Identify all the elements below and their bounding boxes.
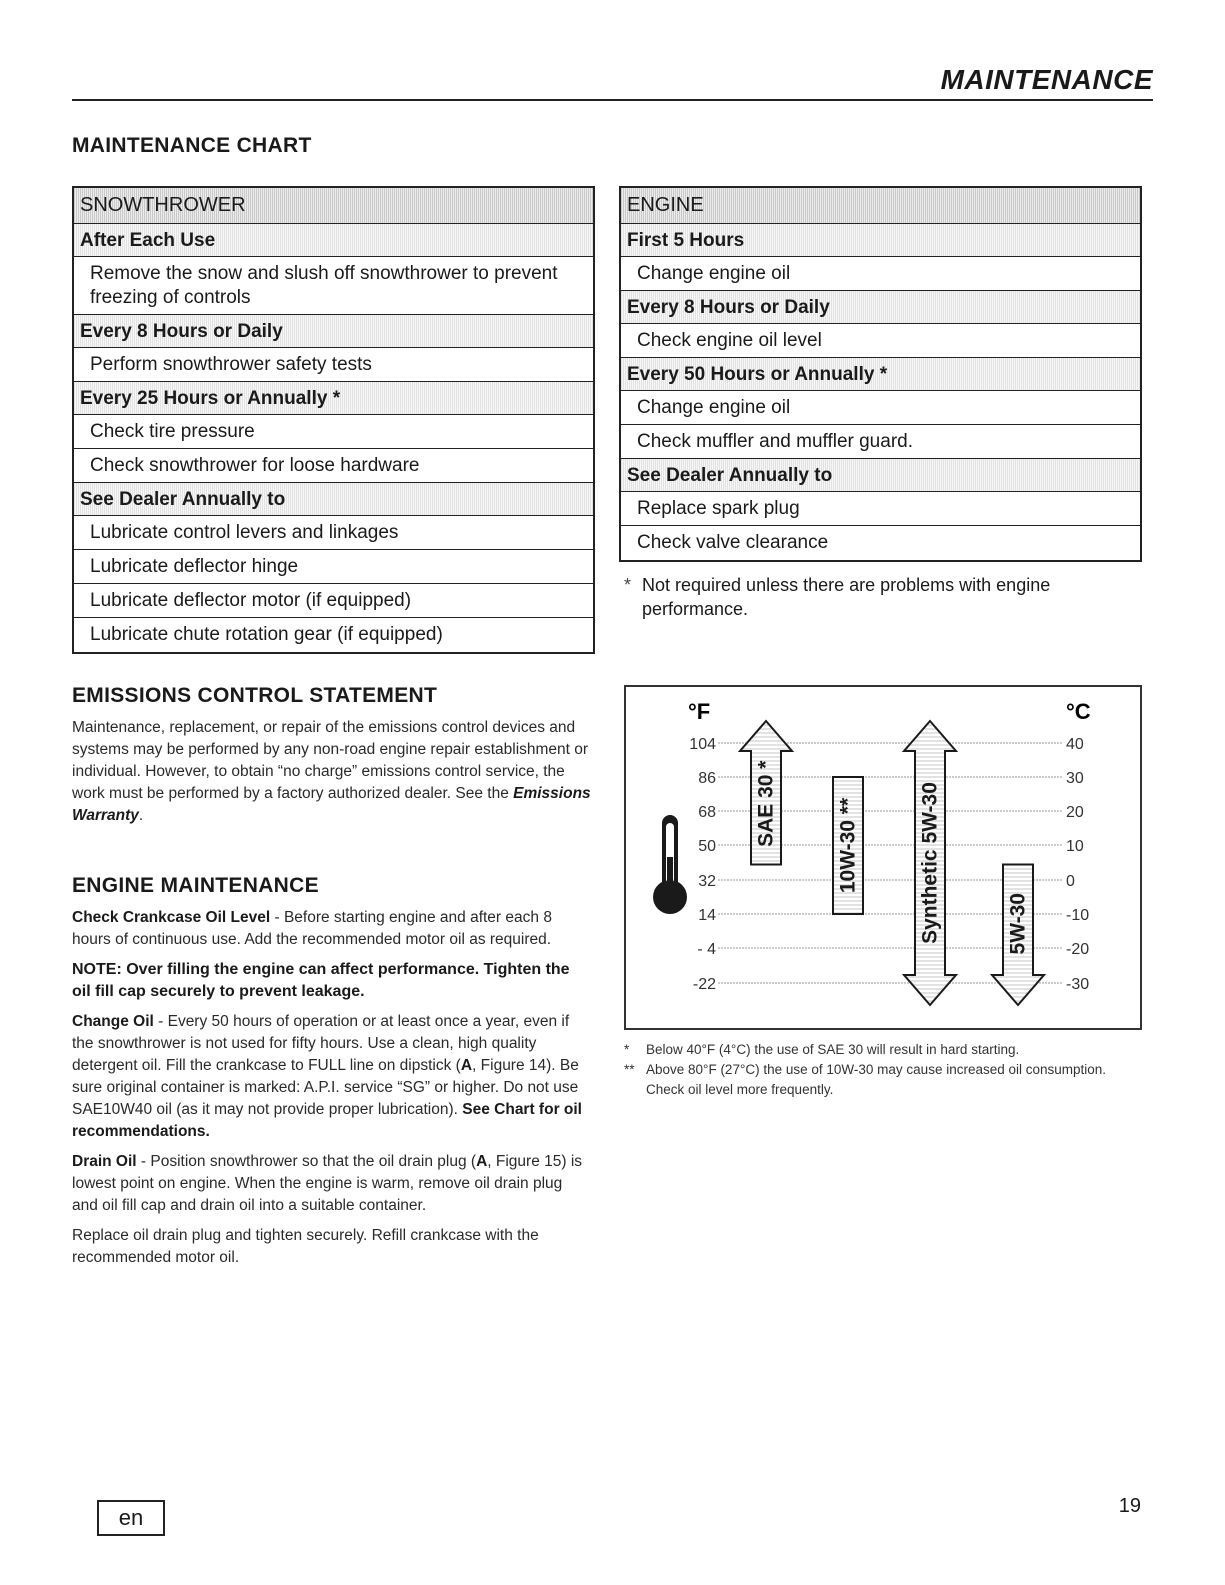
oil-note-text: Below 40°F (4°C) the use of SAE 30 will result in hard starting. — [646, 1042, 1020, 1057]
task-row: Change engine oil — [621, 257, 1140, 291]
fahrenheit-tick-label: 104 — [689, 736, 716, 753]
task-row: Check valve clearance — [637, 532, 829, 553]
celsius-tick-label: -30 — [1066, 976, 1090, 993]
change-oil-text-2: , Figure 14). Be sure original container is marked: A.P.I. service “SG” or higher. Do not use SAE10W40 oil (as it may not provide proper lubrication). — [72, 1057, 579, 1118]
celsius-tick-label: -20 — [1066, 941, 1090, 958]
task-row: Perform snowthrower safety tests — [74, 348, 593, 382]
task-row: Lubricate control levers and linkages — [74, 516, 593, 550]
task-row: Check engine oil level — [621, 324, 1140, 358]
header-rule — [72, 99, 1153, 101]
fahrenheit-tick-label: - 4 — [697, 941, 716, 958]
oil-grade-label: Synthetic 5W-30 — [918, 782, 942, 944]
thermometer-icon — [653, 815, 687, 914]
drain-oil-ref: A — [476, 1153, 488, 1170]
drain-oil-text: - Position snowthrower so that the oil drain plug ( — [136, 1153, 477, 1170]
page-header-title: MAINTENANCE — [940, 64, 1153, 95]
language-badge: en — [97, 1500, 165, 1536]
overfill-note: NOTE: Over filling the engine can affect performance. Tighten the oil fill cap securely to prevent leakage. — [72, 961, 570, 1000]
interval-row: Every 50 Hours or Annually * — [621, 358, 1140, 391]
celsius-tick-label: 20 — [1066, 804, 1084, 821]
oil-chart-svg — [626, 687, 1140, 1028]
emissions-warranty-ref: Emissions Warranty — [72, 785, 591, 824]
task-row: Check muffler and muffler guard. — [621, 425, 1140, 459]
task-row: Remove the snow and slush off snowthrower to prevent freezing of controls — [74, 257, 593, 315]
interval-row: After Each Use — [74, 224, 593, 257]
fahrenheit-tick-label: 86 — [698, 770, 716, 787]
interval-row: Every 25 Hours or Annually * — [74, 382, 593, 415]
snowthrower-table — [72, 186, 595, 654]
footnote-mark: * — [624, 575, 632, 595]
emissions-heading: EMISSIONS CONTROL STATEMENT — [72, 684, 438, 707]
emissions-end: . — [138, 807, 144, 824]
oil-grade-label: 10W-30 ** — [836, 797, 860, 894]
celsius-tick-label: 10 — [1066, 838, 1084, 855]
oil-viscosity-chart — [624, 685, 1142, 1030]
fahrenheit-tick-label: 68 — [698, 804, 716, 821]
celsius-tick-label: 30 — [1066, 770, 1084, 787]
oil-chart-notes — [624, 1040, 1144, 1100]
task-row: Lubricate deflector motor (if equipped) — [74, 584, 593, 618]
oil-note-mark: ** — [624, 1062, 635, 1077]
interval-row: See Dealer Annually to — [74, 483, 593, 516]
oil-chart-ref: See Chart for oil recommendations. — [72, 1101, 582, 1140]
interval-row: First 5 Hours — [621, 224, 1140, 257]
task-row: Change engine oil — [621, 391, 1140, 425]
celsius-tick-label: 0 — [1066, 873, 1075, 890]
oil-grade-label: SAE 30 * — [754, 760, 778, 847]
change-oil-label: Change Oil — [72, 1013, 154, 1030]
task-row: Lubricate chute rotation gear (if equipped) — [90, 624, 443, 645]
engine-footnote — [624, 573, 1124, 621]
snowthrower-table-title: SNOWTHROWER — [74, 188, 593, 224]
replace-plug-text: Replace oil drain plug and tighten securely. Refill crankcase with the recommended motor oil. — [72, 1227, 539, 1266]
celsius-unit: °C — [1066, 699, 1091, 724]
task-row: Check snowthrower for loose hardware — [74, 449, 593, 483]
engine-maintenance-body — [72, 907, 592, 1277]
celsius-tick-label: -10 — [1066, 907, 1090, 924]
maintenance-chart-heading: MAINTENANCE CHART — [72, 134, 312, 157]
task-row: Check tire pressure — [74, 415, 593, 449]
oil-note — [624, 1060, 1144, 1100]
emissions-paragraph — [72, 717, 592, 835]
page-number: 19 — [1118, 1495, 1141, 1517]
oil-range-shapes — [740, 721, 1044, 1005]
fahrenheit-tick-label: 14 — [698, 907, 716, 924]
check-oil-text: - Before starting engine and after each 8 hours of continuous use. Add the recommended motor oil as required. — [72, 909, 552, 948]
task-row: Lubricate deflector hinge — [74, 550, 593, 584]
oil-note-mark: * — [624, 1042, 630, 1057]
engine-maintenance-heading: ENGINE MAINTENANCE — [72, 874, 319, 897]
fahrenheit-unit: °F — [688, 699, 711, 724]
emissions-text: Maintenance, replacement, or repair of the emissions control devices and systems may be performed by any non-road engine repair establishment or individual. However, to obtain “no charge” emissions control service, the work must be performed by a factory authorized dealer. See the — [72, 719, 589, 802]
change-oil-text: - Every 50 hours of operation or at least once a year, even if the snowthrower is not used for fifty hours. Use a clean, high quality detergent oil. Fill the crankcase to FULL line on dipstick ( — [72, 1013, 570, 1074]
fahrenheit-tick-label: -22 — [692, 976, 716, 993]
interval-row: Every 8 Hours or Daily — [621, 291, 1140, 324]
drain-oil-text-2: , Figure 15) is lowest point on engine. When the engine is warm, remove oil drain plug and oil fill cap and drain oil into a suitable container. — [72, 1153, 583, 1214]
task-row: Replace spark plug — [621, 492, 1140, 526]
fahrenheit-tick-label: 50 — [698, 838, 716, 855]
interval-row: Every 8 Hours or Daily — [74, 315, 593, 348]
fahrenheit-tick-label: 32 — [698, 873, 716, 890]
oil-note — [624, 1040, 1144, 1060]
interval-row: See Dealer Annually to — [621, 459, 1140, 492]
check-oil-label: Check Crankcase Oil Level — [72, 909, 271, 926]
footnote-text: Not required unless there are problems with engine performance. — [642, 575, 1051, 619]
fahrenheit-ticks — [689, 736, 716, 993]
engine-table-title: ENGINE — [621, 188, 1140, 224]
celsius-tick-label: 40 — [1066, 736, 1084, 753]
change-oil-ref: A — [460, 1057, 473, 1074]
engine-table — [619, 186, 1142, 562]
drain-oil-label: Drain Oil — [72, 1153, 137, 1170]
celsius-ticks — [1066, 736, 1089, 993]
oil-note-text: Above 80°F (27°C) the use of 10W-30 may cause increased oil consumption. Check oil level more frequently. — [646, 1062, 1107, 1097]
oil-grade-label: 5W-30 — [1006, 893, 1030, 955]
